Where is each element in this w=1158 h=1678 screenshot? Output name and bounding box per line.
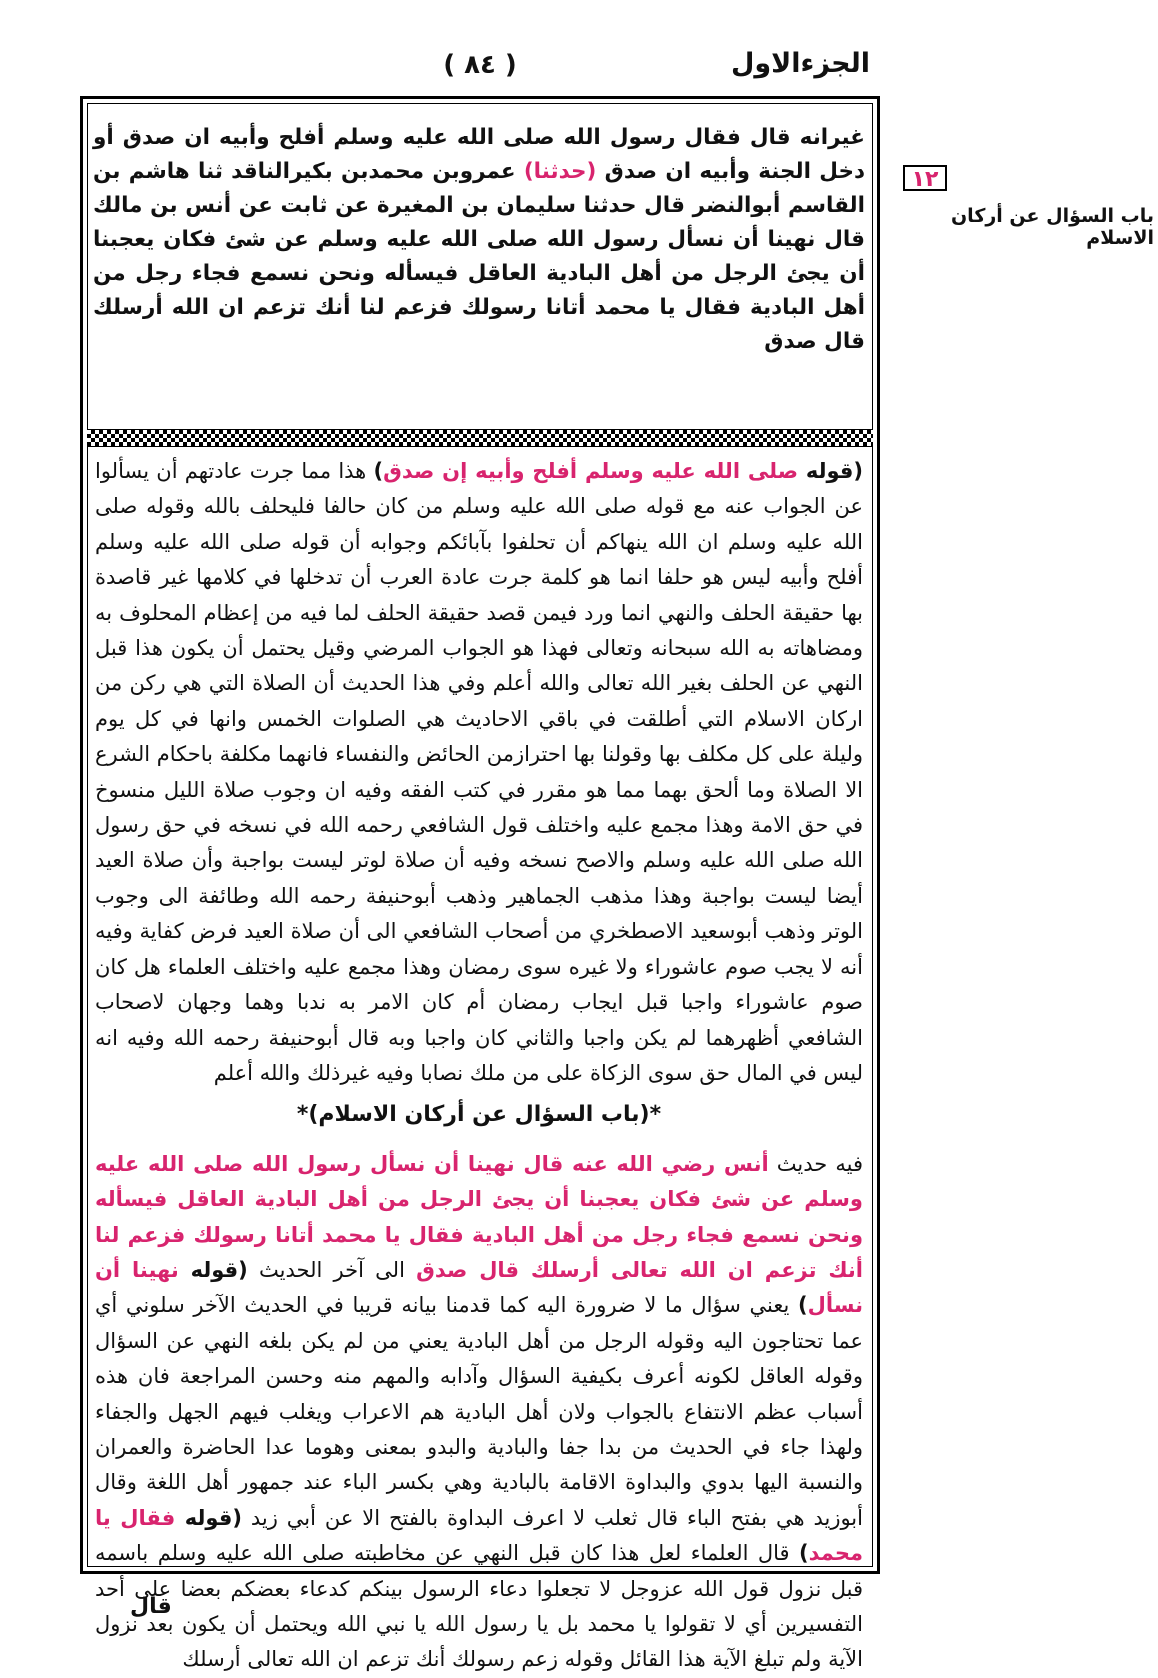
hadith-text-block xyxy=(93,121,865,411)
page-frame xyxy=(80,96,880,1672)
qawluhu-open-3: (قوله xyxy=(175,1505,242,1530)
quoted-phrase: صلى الله عليه وسلم أفلح وأبيه إن صدق xyxy=(383,459,798,483)
qawluhu-close-2: ) xyxy=(798,1293,808,1318)
commentary-paragraph-2 xyxy=(95,1147,863,1678)
hadith-quote: أنس رضي الله عنه قال نهينا أن نسأل رسول الله صلى الله عليه وسلم عن شئ فكان يعجبنا أن يجئ الرجل من أهل البادية العاقل فيسأله ونحن نسمع فجاء رجل من أهل البادية فقال يا محمد أتانا رسولك فزعم لنا أنك تزعم ان الله تعالى أرسلك قال صدق xyxy=(95,1151,864,1282)
commentary-text-2: يعني سؤال ما لا ضرورة اليه كما قدمنا بيانه قريبا في الحديث الآخر سلوني أي عما تحتاجون اليه وقوله الرجل من أهل البادية يعني من لم يكن بلغه النهي عن السؤال وقوله العاقل لكونه أعرف بكيفية السؤال وآدابه والمهم منه وحسن المراجعة فان هذه أسباب عظم الانتفاع بالجواب ولان أهل البادية هم الاعراب ويغلب فيهم الجهل والجفاء ولهذا جاء في الحديث من بدا جفا والبادية والبدو بمعنى وهوما عدا الحاضرة والعمران والنسبة اليها بدوي والبداوة الاقامة بالبادية وهي بكسر الباء عند جمهور أهل اللغة وقال أبوزيد هي بفتح الباء قال ثعلب لا اعرف البداوة بالفتح الا عن أبي زيد xyxy=(95,1293,863,1530)
page-title: الجزءالاول xyxy=(730,48,870,79)
matn-text-part2: عمروبن محمدبن بكيرالناقد ثنا هاشم بن القاسم أبوالنضر قال حدثنا سليمان بن المغيرة عن ثابت عن أنس بن مالك قال نهينا أن نسأل رسول الله صلى الله عليه وسلم عن شئ فكان يعجبنا أن يجئ الرجل من أهل البادية العاقل فيسأله ونحن نسمع فجاء رجل من أهل البادية فقال يا محمد أتانا رسولك فزعم لنا أنك تزعم ان الله أرسلك قال صدق xyxy=(93,159,865,354)
hadith-quote-end: الى آخر الحديث xyxy=(247,1257,417,1282)
quoted-phrase-2: نهينا أن نسأل xyxy=(95,1257,863,1318)
margin-chapter-title: باب السؤال عن أركان الاسلام xyxy=(950,205,1154,249)
commentary-block xyxy=(95,454,863,1678)
qawluhu-close: ) xyxy=(373,459,384,483)
checkered-divider xyxy=(87,429,873,447)
hadith-number-box: ١٢ xyxy=(903,165,947,191)
commentary-text-3: قال العلماء لعل هذا كان قبل النهي عن مخاطبته صلى الله عليه وسلم باسمه قبل نزول قول الله عزوجل لا تجعلوا دعاء الرسول بينكم كدعاء بعضكم بعضا على أحد التفسيرين أي لا تقولوا يا محمد بل يا رسول الله يا نبي الله ويحتمل أن يكون بعد نزول الآية ولم تبلغ الآية هذا القائل وقوله زعم رسولك أنك تزعم ان الله تعالى أرسلك xyxy=(95,1541,863,1672)
catchword: قال xyxy=(130,1594,172,1619)
quoted-phrase-3: فقال يا محمد xyxy=(95,1505,863,1566)
qawluhu-close-3: ) xyxy=(799,1541,809,1566)
page-number: ( ٨٤ ) xyxy=(443,50,517,80)
commentary-paragraph-1 xyxy=(95,454,863,1091)
commentary-text-1: هذا مما جرت عادتهم أن يسألوا عن الجواب عنه مع قوله صلى الله عليه وسلم من كان حالفا فليحلف بالله وقوله صلى الله عليه وسلم ان الله ينهاكم أن تحلفوا بآبائكم وجوابه أن قوله صلى الله عليه وسلم أفلح وأبيه ليس هو حلفا انما هو كلمة جرت عادة العرب أن تدخلها في كلامها غير قاصدة بها حقيقة الحلف والنهي انما ورد فيمن قصد حقيقة الحلف لما فيه من إعظام المحلوف به ومضاهاته به الله سبحانه وتعالى فهذا هو الجواب المرضي وقيل يحتمل أن يكون هذا قبل النهي عن الحلف بغير الله تعالى والله أعلم وفي هذا الحديث أن الصلاة التي هي ركن من اركان الاسلام التي أطلقت في باقي الاحاديث هي الصلوات الخمس وانها في كل يوم وليلة على كل مكلف بها وقولنا بها احترازمن الحائض والنفساء فانهما مكلفة باحكام الشرع الا الصلاة وما ألحق بهما مما هو مقرر في كتب الفقه وفيه ان وجوب صلاة الليل منسوخ في حق الامة وهذا مجمع عليه واختلف قول الشافعي رحمه الله في نسخه في حق رسول الله صلى الله عليه وسلم والاصح نسخه وفيه أن صلاة لوتر ليست بواجبة وأن صلاة العيد أيضا ليست بواجبة وهذا مذهب الجماهير وذهب أبوحنيفة رحمه الله وطائفة الى وجوب الوتر وذهب أبوسعيد الاصطخري من أصحاب الشافعي الى أن صلاة العيد فرض كفاية وفيه أنه لا يجب صوم عاشوراء ولا غيره سوى رمضان وهذا مجمع عليه واختلف العلماء هل كان صوم عاشوراء واجبا قبل ايجاب رمضان أم كان الامر به ندبا وهما وجهان لاصحاب الشافعي أظهرهما لم يكن واجبا والثاني كان واجبا وبه قال أبوحنيفة رحمه الله وفيه انه ليس في المال حق سوى الزكاة على من ملك نصابا وفيه غيرذلك والله أعلم xyxy=(95,459,863,1085)
hadith-lead: فيه حديث xyxy=(768,1151,863,1176)
qawluhu-open: (قوله xyxy=(797,459,863,483)
matn-text-part1: غيرانه قال فقال رسول الله صلى الله عليه وسلم أفلح وأبيه ان صدق أو دخل الجنة وأبيه ان صدق xyxy=(93,125,865,184)
chapter-heading: *(باب السؤال عن أركان الاسلام)* xyxy=(296,1102,662,1128)
qawluhu-open-2: (قوله xyxy=(178,1257,248,1282)
haddathana-marker: (حدثنا) xyxy=(523,159,597,184)
